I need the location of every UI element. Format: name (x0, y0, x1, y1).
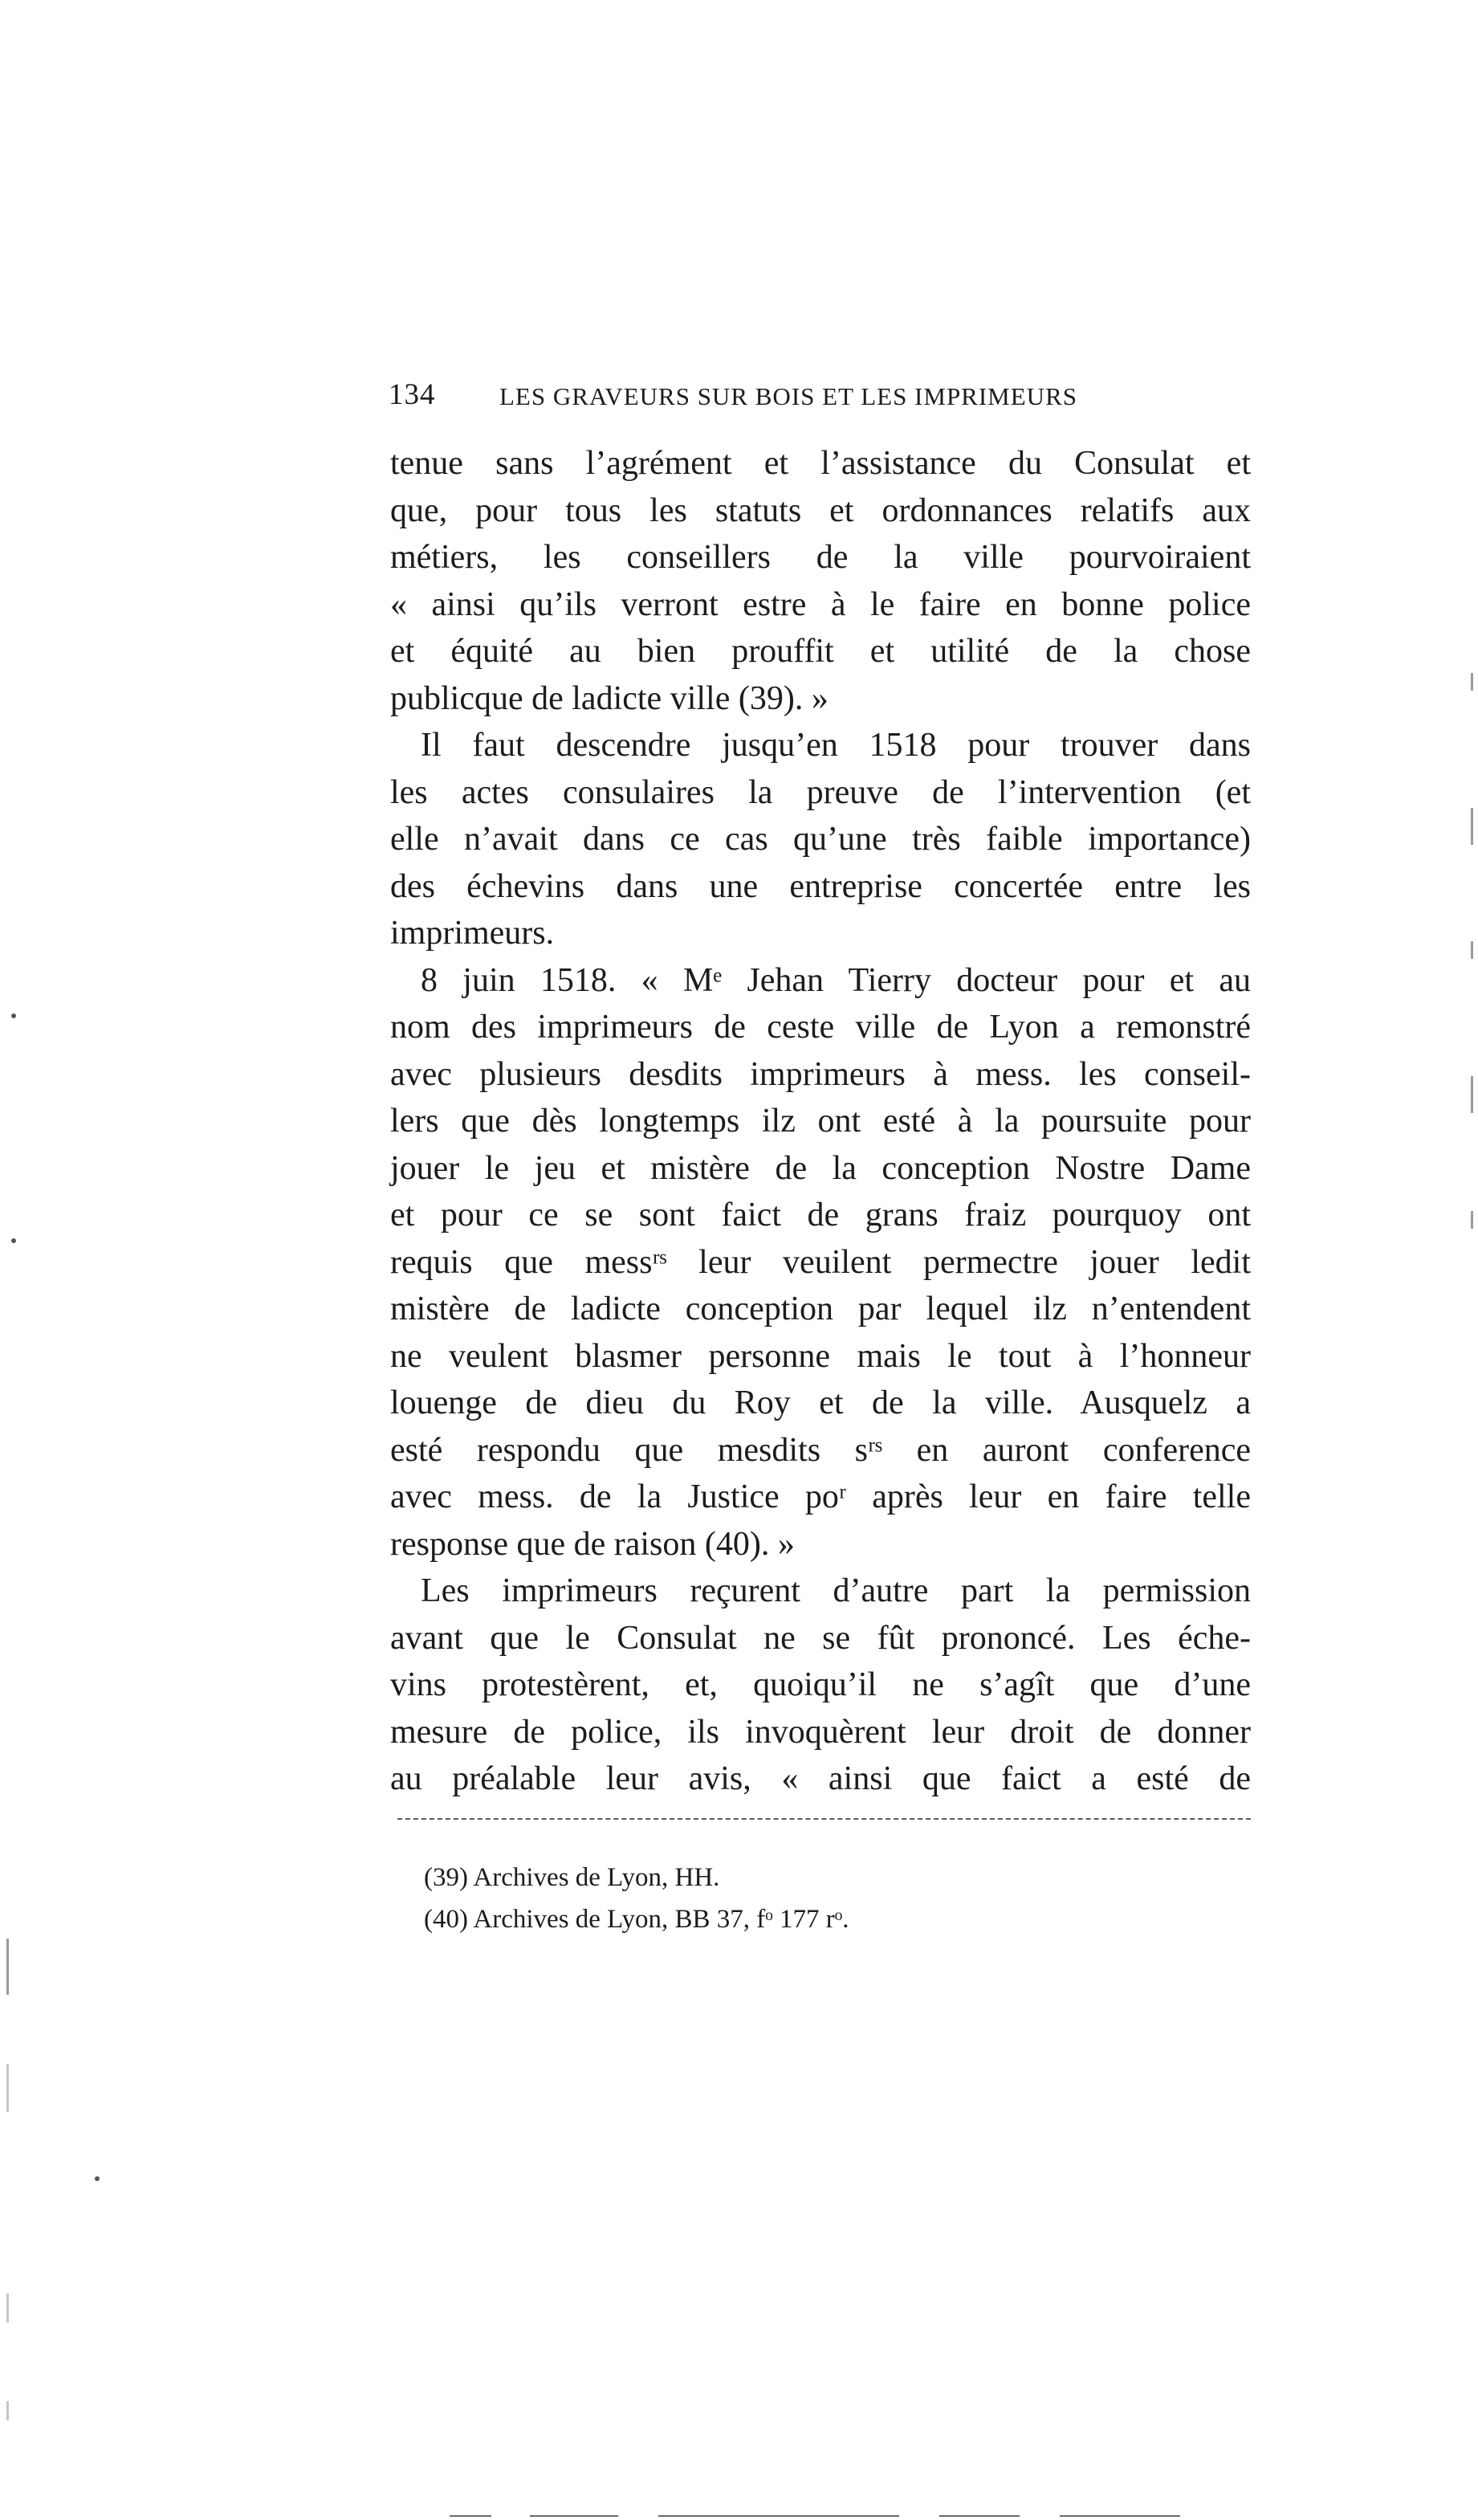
footnote-divider (397, 1818, 1251, 1820)
text-line: Il faut descendre jusqu’en 1518 pour trouver dans (421, 727, 1251, 764)
text-line: nom des imprimeurs de ceste ville de Lyon a remonstré (390, 1009, 1251, 1046)
scan-artifact (939, 2515, 1020, 2517)
text-line: les actes consulaires la preuve de l’intervention (et (390, 773, 1251, 811)
scan-artifact (1471, 1211, 1473, 1229)
running-head-title: LES GRAVEURS SUR BOIS ET LES IMPRIMEURS (499, 382, 1077, 410)
text-line: 8 juin 1518. « Mᵉ Jehan Tierry docteur pour et au (421, 961, 1251, 999)
footnote: (39) Archives de Lyon, HH. (424, 1863, 720, 1892)
scan-artifact (6, 2401, 9, 2420)
scan-artifact (95, 2176, 100, 2181)
footnote: (40) Archives de Lyon, BB 37, fᵒ 177 rᵒ. (424, 1905, 849, 1934)
text-line: avant que le Consulat ne se fût prononcé. Les éche- (390, 1619, 1251, 1657)
text-line: elle n’avait dans ce cas qu’une très faible importance) (390, 821, 1251, 858)
text-line: esté respondu que mesdits sʳˢ en auront conference (390, 1431, 1251, 1469)
text-line: mistère de ladicte conception par lequel ilz n’entendent (390, 1291, 1251, 1327)
scan-artifact (1471, 808, 1473, 845)
body-text (390, 440, 1251, 1803)
text-line: publicque de ladicte ville (39). » (390, 679, 829, 717)
scan-artifact (1471, 941, 1473, 959)
text-line: ne veulent blasmer personne mais le tout à l’honneur (390, 1337, 1251, 1375)
text-line: et équité au bien prouffit et utilité de la chose (390, 633, 1251, 670)
text-line: lers que dès longtemps ilz ont esté à la poursuite pour (390, 1103, 1251, 1140)
text-line: requis que messʳˢ leur veuilent permectre jouer ledit (390, 1243, 1251, 1281)
running-head (389, 377, 1256, 418)
text-line: que, pour tous les statuts et ordonnances relatifs aux (390, 491, 1251, 529)
text-line: au préalable leur avis, « ainsi que faict a esté de (390, 1760, 1251, 1797)
scan-artifact (1471, 673, 1473, 691)
text-line: avec mess. de la Justice poʳ après leur en faire telle (390, 1478, 1251, 1515)
scan-artifact (6, 1939, 9, 1995)
text-line: mesure de police, ils invoquèrent leur droit de donner (390, 1713, 1251, 1751)
text-line: jouer le jeu et mistère de la conception Nostre Dame (390, 1149, 1251, 1187)
scan-artifact (6, 2294, 9, 2322)
scan-artifact (1471, 1076, 1473, 1113)
text-line: avec plusieurs desdits imprimeurs à mess. les conseil- (390, 1055, 1251, 1093)
text-line: louenge de dieu du Roy et de la ville. Ausquelz a (390, 1384, 1251, 1421)
text-line: des échevins dans une entreprise concertée entre les (390, 867, 1251, 905)
text-line: « ainsi qu’ils verront estre à le faire en bonne police (390, 585, 1251, 623)
footnotes (424, 1857, 1227, 1940)
scan-artifact (530, 2515, 618, 2517)
text-line: response que de raison (40). » (390, 1525, 795, 1563)
scan-artifact (11, 1013, 16, 1018)
text-line: imprimeurs. (390, 915, 555, 952)
scan-artifact (1060, 2515, 1180, 2517)
text-line: et pour ce se sont faict de grans fraiz pourquoy ont (390, 1197, 1251, 1233)
scan-artifact (658, 2515, 899, 2517)
text-line: Les imprimeurs reçurent d’autre part la permission (421, 1572, 1251, 1609)
scan-artifact (450, 2515, 491, 2517)
text-line: vins protestèrent, et, quoiqu’il ne s’agît que d’une (390, 1666, 1251, 1703)
page-number: 134 (389, 378, 436, 411)
text-line: métiers, les conseillers de la ville pourvoiraient (390, 539, 1251, 576)
scan-artifact (11, 1238, 16, 1243)
scan-artifact (6, 2064, 9, 2112)
text-line: tenue sans l’agrément et l’assistance du Consulat et (390, 445, 1251, 482)
